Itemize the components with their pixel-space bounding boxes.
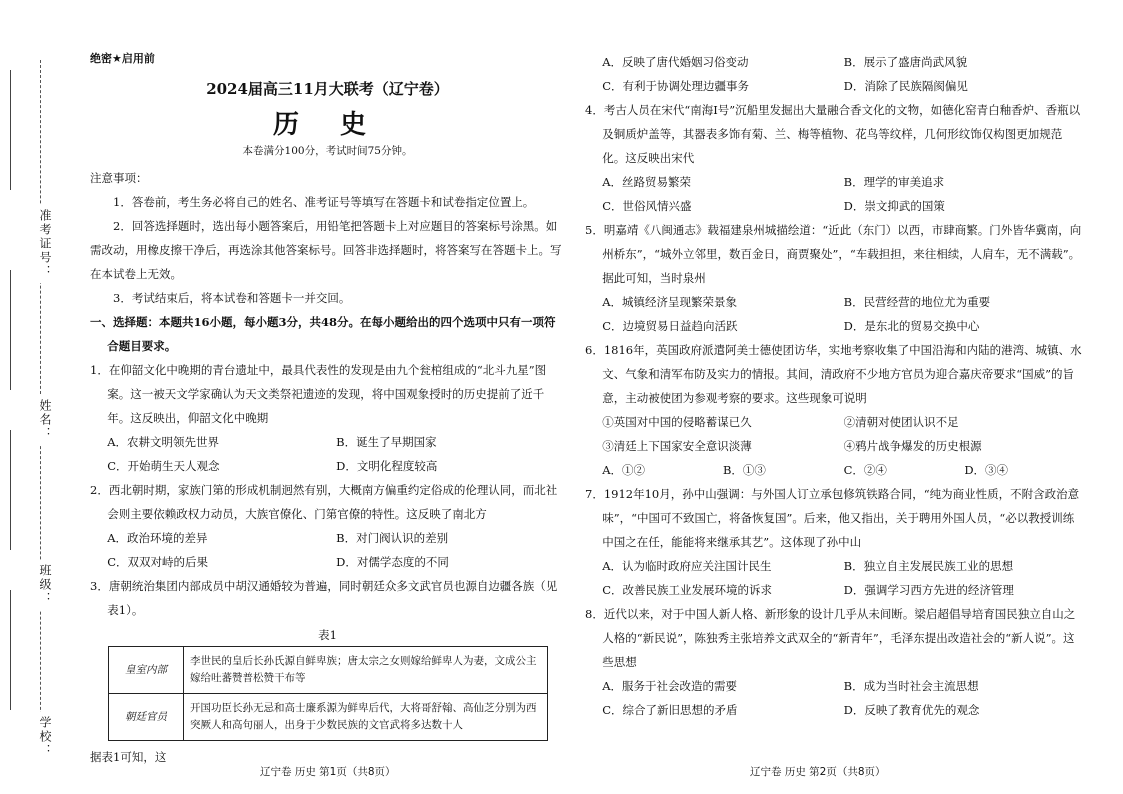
option-b: B．①③ <box>722 463 766 477</box>
option-group <box>90 430 565 478</box>
option-group-q3 <box>585 50 1085 98</box>
option-b: B．理学的审美追求 <box>843 175 945 189</box>
option-group <box>585 674 1085 722</box>
table-title: 表1 <box>318 628 337 642</box>
notice-list <box>90 190 565 310</box>
option-c: C．双双对峙的后果 <box>107 555 209 569</box>
option-d: D．对儒学态度的不同 <box>336 555 449 569</box>
secret-mark: 绝密★启用前 <box>90 52 155 65</box>
statement-4: ④鸦片战争爆发的历史根源 <box>843 439 982 453</box>
question-4 <box>585 98 1085 218</box>
table-cell: 李世民的皇后长孙氏源自鲜卑族；唐太宗之女则嫁给鲜卑人为妻，文成公主嫁给吐蕃赞普松赞干布等 <box>184 647 548 694</box>
option-a: A．反映了唐代婚姻习俗变动 <box>602 55 749 69</box>
option-c: C．有利于协调处理边疆事务 <box>602 79 750 93</box>
binding-label-name: 姓名： <box>26 395 54 445</box>
option-b: B．独立自主发展民族工业的思想 <box>843 559 1014 573</box>
section-heading <box>90 310 565 358</box>
table-row <box>109 694 548 741</box>
table-cell: 开国功臣长孙无忌和高士廉系源为鲜卑后代，大将哥舒翰、高仙芝分别为西突厥人和高句丽人，出身于少数民族的文官武将多达数十人 <box>184 694 548 741</box>
binding-label-class: 班级： <box>26 560 54 610</box>
question-stem-continued: 据表1可知，这 <box>90 750 167 764</box>
field-line <box>10 270 29 390</box>
question-8 <box>585 602 1085 722</box>
option-d: D．③④ <box>964 463 1009 477</box>
page-footer-right: 辽宁卷 历史 第2页（共8页） <box>750 766 886 778</box>
option-a: A．城镇经济呈现繁荣景象 <box>602 295 738 309</box>
statement-2: ②清朝对使团认识不足 <box>843 415 959 429</box>
option-d: D．是东北的贸易交换中心 <box>843 319 980 333</box>
notice-item: 3．考试结束后，将本试卷和答题卡一并交回。 <box>113 291 351 305</box>
option-d: D．反映了教育优先的观念 <box>843 703 980 717</box>
question-stem: 3．唐朝统治集团内部成员中胡汉通婚较为普遍，同时朝廷众多文武官员也源自边疆各族（见表1）。 <box>90 579 558 617</box>
option-c: C．边境贸易日益趋向活跃 <box>602 319 738 333</box>
page-1 <box>90 50 565 769</box>
question-stem: 4．考古人员在宋代“南海Ⅰ号”沉船里发掘出大量融合香文化的文物，如德化窑青白釉香炉、香瓶以及铜质炉盖等，其器表多饰有菊、兰、梅等植物、花鸟等纹样，几何形纹饰仅构图更加规范化。这反映出宋代 <box>585 103 1081 165</box>
section-heading-line1: 一、选择题：本题共16小题，每小题3分，共48分。在每小题给出的四个选项中只有一项符 <box>90 315 556 329</box>
option-d: D．强调学习西方先进的经济管理 <box>843 583 1014 597</box>
question-stem: 2．西北朝时期，家族门第的形成机制迥然有别，大概南方偏重约定俗成的伦理认同，而北社会则主要依赖政权力动员，大族官僚化、门第官僚的特性。这反映了南北方 <box>90 483 558 521</box>
option-d: D．文明化程度较高 <box>336 459 438 473</box>
option-c: C．综合了新旧思想的矛盾 <box>602 703 738 717</box>
section-heading-line2: 合题目要求。 <box>107 339 177 353</box>
option-b: B．展示了盛唐尚武风貌 <box>843 55 968 69</box>
question-1 <box>90 358 565 478</box>
option-group <box>585 170 1085 218</box>
option-a: A．认为临时政府应关注国计民生 <box>602 559 772 573</box>
binding-margin <box>0 0 70 794</box>
option-a: A．服务于社会改造的需要 <box>602 679 738 693</box>
option-d: D．崇文抑武的国策 <box>843 199 945 213</box>
option-b: B．对门阀认识的差别 <box>336 531 449 545</box>
option-b: B．诞生了早期国家 <box>336 435 437 449</box>
option-group <box>585 458 1085 482</box>
question-stem: 7．1912年10月，孙中山强调：与外国人订立承包修筑铁路合同，“纯为商业性质，不附含政治意味”，“中国可不致国亡，将备恢复国”。后来，他又指出，关于聘用外国人员，“必以教授训练中国之在任，能能将来继承其艺”。这体现了孙中山 <box>585 487 1080 549</box>
option-a: A．农耕文明领先世界 <box>107 435 220 449</box>
option-group <box>90 526 565 574</box>
statement-1: ①英国对中国的侵略蓄谋已久 <box>602 415 752 429</box>
field-line <box>10 590 29 710</box>
notice-heading: 注意事项： <box>90 171 148 185</box>
question-2 <box>90 478 565 574</box>
page-footer-left: 辽宁卷 历史 第1页（共8页） <box>260 766 396 778</box>
page-2 <box>585 50 1085 722</box>
table-row <box>109 647 548 694</box>
question-stem: 5．明嘉靖《八闽通志》载福建泉州城描绘道：“近此（东门）以西，市肆商繁。门外皆华冀南，向州桥东”，“城外立邻里，数百金日，商贾聚处”，“车载担担，来往相续，人肩车，无不满载”。据此可知，当时泉州 <box>585 223 1082 285</box>
option-c: C．②④ <box>843 463 887 477</box>
statement-3: ③清廷上下国家安全意识淡薄 <box>602 439 752 453</box>
question-stem: 6．1816年，英国政府派遣阿美士德使团访华，实地考察收集了中国沿海和内陆的港湾、城镇、水文、气象和清军布防及实力的情报。其间，清政府不少地方官员为迎合嘉庆帝要求“国威”的旨意，主动被使团为参观考察的要求。这些现象可说明 <box>585 343 1082 405</box>
table-row-header: 皇室内部 <box>109 647 184 694</box>
subject-title: 历 史 <box>272 110 383 140</box>
option-b: B．民营经营的地位尤为重要 <box>843 295 991 309</box>
option-group <box>585 554 1085 602</box>
notice-item: 1．答卷前，考生务必将自己的姓名、准考证号等填写在答题卡和试卷指定位置上。 <box>113 195 535 209</box>
table-row-header: 朝廷官员 <box>109 694 184 741</box>
field-line <box>10 70 29 190</box>
field-line <box>10 430 29 550</box>
binding-label-school: 学校： <box>26 712 54 762</box>
option-a: A．①② <box>602 463 646 477</box>
statement-group <box>585 410 1085 458</box>
question-6 <box>585 338 1085 482</box>
option-c: C．世俗风情兴盛 <box>602 199 692 213</box>
option-a: A．丝路贸易繁荣 <box>602 175 692 189</box>
question-5 <box>585 218 1085 338</box>
question-stem: 1．在仰韶文化中晚期的青台遗址中，最具代表性的发现是由九个瓮棺组成的“北斗九星”图案。这一被天文学家确认为天文类祭祀遗迹的发现，将中国观象授时的历史提前了近千年。这反映出，仰韶文化中晚期 <box>90 363 547 425</box>
option-d: D．消除了民族隔阂偏见 <box>843 79 968 93</box>
option-group <box>585 290 1085 338</box>
question-3 <box>90 574 565 769</box>
notice-item: 2．回答选择题时，选出每小题答案后，用铅笔把答题卡上对应题目的答案标号涂黑。如需改动，用橡皮擦干净后，再选涂其他答案标号。回答非选择题时，将答案写在答题卡上。写在本试卷上无效。 <box>90 219 562 281</box>
option-a: A．政治环境的差异 <box>107 531 208 545</box>
exam-title: 2024届高三11月大联考（辽宁卷） <box>206 80 449 98</box>
question-stem: 8．近代以来，对于中国人新人格、新形象的设计几乎从未间断。梁启超倡导培育国民独立自山之人格的“新民说”，陈独秀主张培养文武双全的“新青年”，毛泽东提出改造社会的“新人说”。这些思想 <box>585 607 1076 669</box>
question-7 <box>585 482 1085 602</box>
binding-label-exam-number: 准考证号： <box>26 205 54 283</box>
option-c: C．开始萌生天人观念 <box>107 459 220 473</box>
option-c: C．改善民族工业发展环境的诉求 <box>602 583 773 597</box>
exam-info: 本卷满分100分，考试时间75分钟。 <box>242 145 413 157</box>
option-b: B．成为当时社会主流思想 <box>843 679 979 693</box>
data-table <box>108 646 548 741</box>
